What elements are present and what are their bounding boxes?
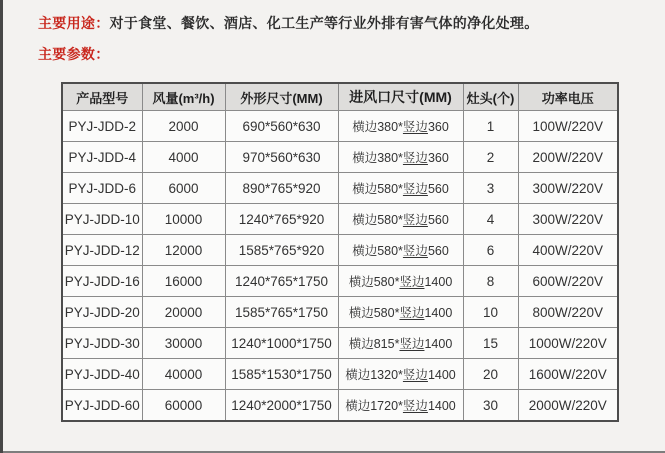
cell-dimensions: 1585*765*1750: [225, 297, 338, 328]
inlet-prefix: 横边580*: [348, 275, 400, 289]
cell-dimensions: 970*560*630: [225, 142, 338, 173]
inlet-underlined: 竖边: [399, 306, 425, 320]
inlet-prefix: 横边380*: [352, 151, 403, 165]
main-usage-text: 对于食堂、餐饮、酒店、化工生产等行业外排有害气体的净化处理。: [109, 15, 539, 31]
cell-power: 600W/220V: [518, 266, 618, 297]
cell-model: PYJ-JDD-40: [62, 359, 142, 390]
cell-burners: 20: [463, 359, 518, 390]
cell-burners: 4: [463, 204, 518, 235]
cell-inlet: [338, 111, 463, 142]
cell-dimensions: 690*560*630: [225, 111, 338, 142]
inlet-underlined: 竖边: [402, 151, 428, 165]
cell-inlet: [338, 390, 463, 422]
cell-inlet: [338, 173, 463, 204]
inlet-suffix: 560: [427, 182, 449, 196]
cell-power: 1000W/220V: [518, 328, 618, 359]
cell-power: 200W/220V: [518, 142, 618, 173]
cell-burners: 30: [463, 390, 518, 422]
table-row: [62, 297, 618, 328]
table-row: [62, 266, 618, 297]
cell-dimensions: 1585*1530*1750: [225, 359, 338, 390]
cell-inlet: [338, 297, 463, 328]
cell-model: PYJ-JDD-12: [62, 235, 142, 266]
cell-burners: 6: [463, 235, 518, 266]
inlet-suffix: 1400: [427, 368, 456, 382]
cell-power: 1600W/220V: [518, 359, 618, 390]
cell-dimensions: 1240*765*1750: [225, 266, 338, 297]
inlet-suffix: 1400: [424, 275, 453, 289]
cell-burners: 1: [463, 111, 518, 142]
cell-power: 100W/220V: [518, 111, 618, 142]
inlet-prefix: 横边1320*: [345, 368, 403, 382]
cell-power: 400W/220V: [518, 235, 618, 266]
table-row: [62, 142, 618, 173]
cell-model: PYJ-JDD-30: [62, 328, 142, 359]
cell-burners: 10: [463, 297, 518, 328]
cell-model: PYJ-JDD-2: [62, 111, 142, 142]
cell-inlet: [338, 142, 463, 173]
cell-airflow: 6000: [142, 173, 225, 204]
table-row: [62, 328, 618, 359]
table-row: [62, 235, 618, 266]
cell-airflow: 20000: [142, 297, 225, 328]
cell-airflow: 12000: [142, 235, 225, 266]
inlet-prefix: 横边815*: [348, 337, 400, 351]
cell-airflow: 60000: [142, 390, 225, 422]
cell-airflow: 16000: [142, 266, 225, 297]
inlet-suffix: 360: [427, 120, 449, 134]
inlet-prefix: 横边380*: [352, 120, 403, 134]
cell-burners: 15: [463, 328, 518, 359]
cell-power: 800W/220V: [518, 297, 618, 328]
inlet-prefix: 横边580*: [352, 213, 403, 227]
inlet-prefix: 横边580*: [352, 244, 403, 258]
main-usage-line: [38, 13, 539, 33]
table-header-row: [62, 83, 618, 111]
cell-inlet: [338, 235, 463, 266]
cell-airflow: 30000: [142, 328, 225, 359]
cell-burners: 2: [463, 142, 518, 173]
inlet-suffix: 1400: [424, 337, 453, 351]
cell-dimensions: 1240*765*920: [225, 204, 338, 235]
inlet-suffix: 360: [427, 151, 449, 165]
inlet-underlined: 竖边: [402, 213, 428, 227]
inlet-underlined: 竖边: [399, 275, 425, 289]
cell-airflow: 10000: [142, 204, 225, 235]
cell-inlet: [338, 266, 463, 297]
cell-airflow: 40000: [142, 359, 225, 390]
inlet-underlined: 竖边: [399, 337, 425, 351]
cell-burners: 3: [463, 173, 518, 204]
main-usage-label: 主要用途：: [38, 15, 110, 31]
inlet-suffix: 560: [427, 244, 449, 258]
cell-inlet: [338, 204, 463, 235]
inlet-underlined: 竖边: [402, 368, 428, 382]
inlet-underlined: 竖边: [402, 120, 428, 134]
inlet-underlined: 竖边: [402, 182, 428, 196]
table-row: [62, 204, 618, 235]
cell-dimensions: 1240*1000*1750: [225, 328, 338, 359]
cell-burners: 8: [463, 266, 518, 297]
cell-dimensions: 890*765*920: [225, 173, 338, 204]
cell-inlet: [338, 328, 463, 359]
cell-airflow: 2000: [142, 111, 225, 142]
header-model: 产品型号: [62, 83, 142, 111]
header-burners: 灶头(个): [463, 83, 518, 111]
cell-power: 300W/220V: [518, 173, 618, 204]
header-dimensions: 外形尺寸(MM): [225, 83, 338, 111]
cell-model: PYJ-JDD-16: [62, 266, 142, 297]
cell-power: 2000W/220V: [518, 390, 618, 422]
cell-model: PYJ-JDD-10: [62, 204, 142, 235]
cell-inlet: [338, 359, 463, 390]
header-power: 功率电压: [518, 83, 618, 111]
header-inlet: 进风口尺寸(MM): [338, 83, 463, 111]
cell-model: PYJ-JDD-6: [62, 173, 142, 204]
inlet-prefix: 横边580*: [348, 306, 400, 320]
inlet-underlined: 竖边: [402, 244, 428, 258]
table-row: [62, 173, 618, 204]
cell-model: PYJ-JDD-60: [62, 390, 142, 422]
cell-dimensions: 1240*2000*1750: [225, 390, 338, 422]
spec-table: [61, 82, 619, 422]
table-row: [62, 390, 618, 422]
header-airflow: 风量(m³/h): [142, 83, 225, 111]
cell-dimensions: 1585*765*920: [225, 235, 338, 266]
inlet-suffix: 560: [427, 213, 449, 227]
cell-model: PYJ-JDD-4: [62, 142, 142, 173]
main-params-label: 主要参数：: [38, 46, 110, 62]
inlet-underlined: 竖边: [402, 399, 428, 413]
inlet-suffix: 1400: [424, 306, 453, 320]
cell-power: 300W/220V: [518, 204, 618, 235]
inlet-prefix: 横边1720*: [345, 399, 403, 413]
table-row: [62, 111, 618, 142]
inlet-prefix: 横边580*: [352, 182, 403, 196]
table-row: [62, 359, 618, 390]
cell-airflow: 4000: [142, 142, 225, 173]
cell-model: PYJ-JDD-20: [62, 297, 142, 328]
inlet-suffix: 1400: [427, 399, 456, 413]
